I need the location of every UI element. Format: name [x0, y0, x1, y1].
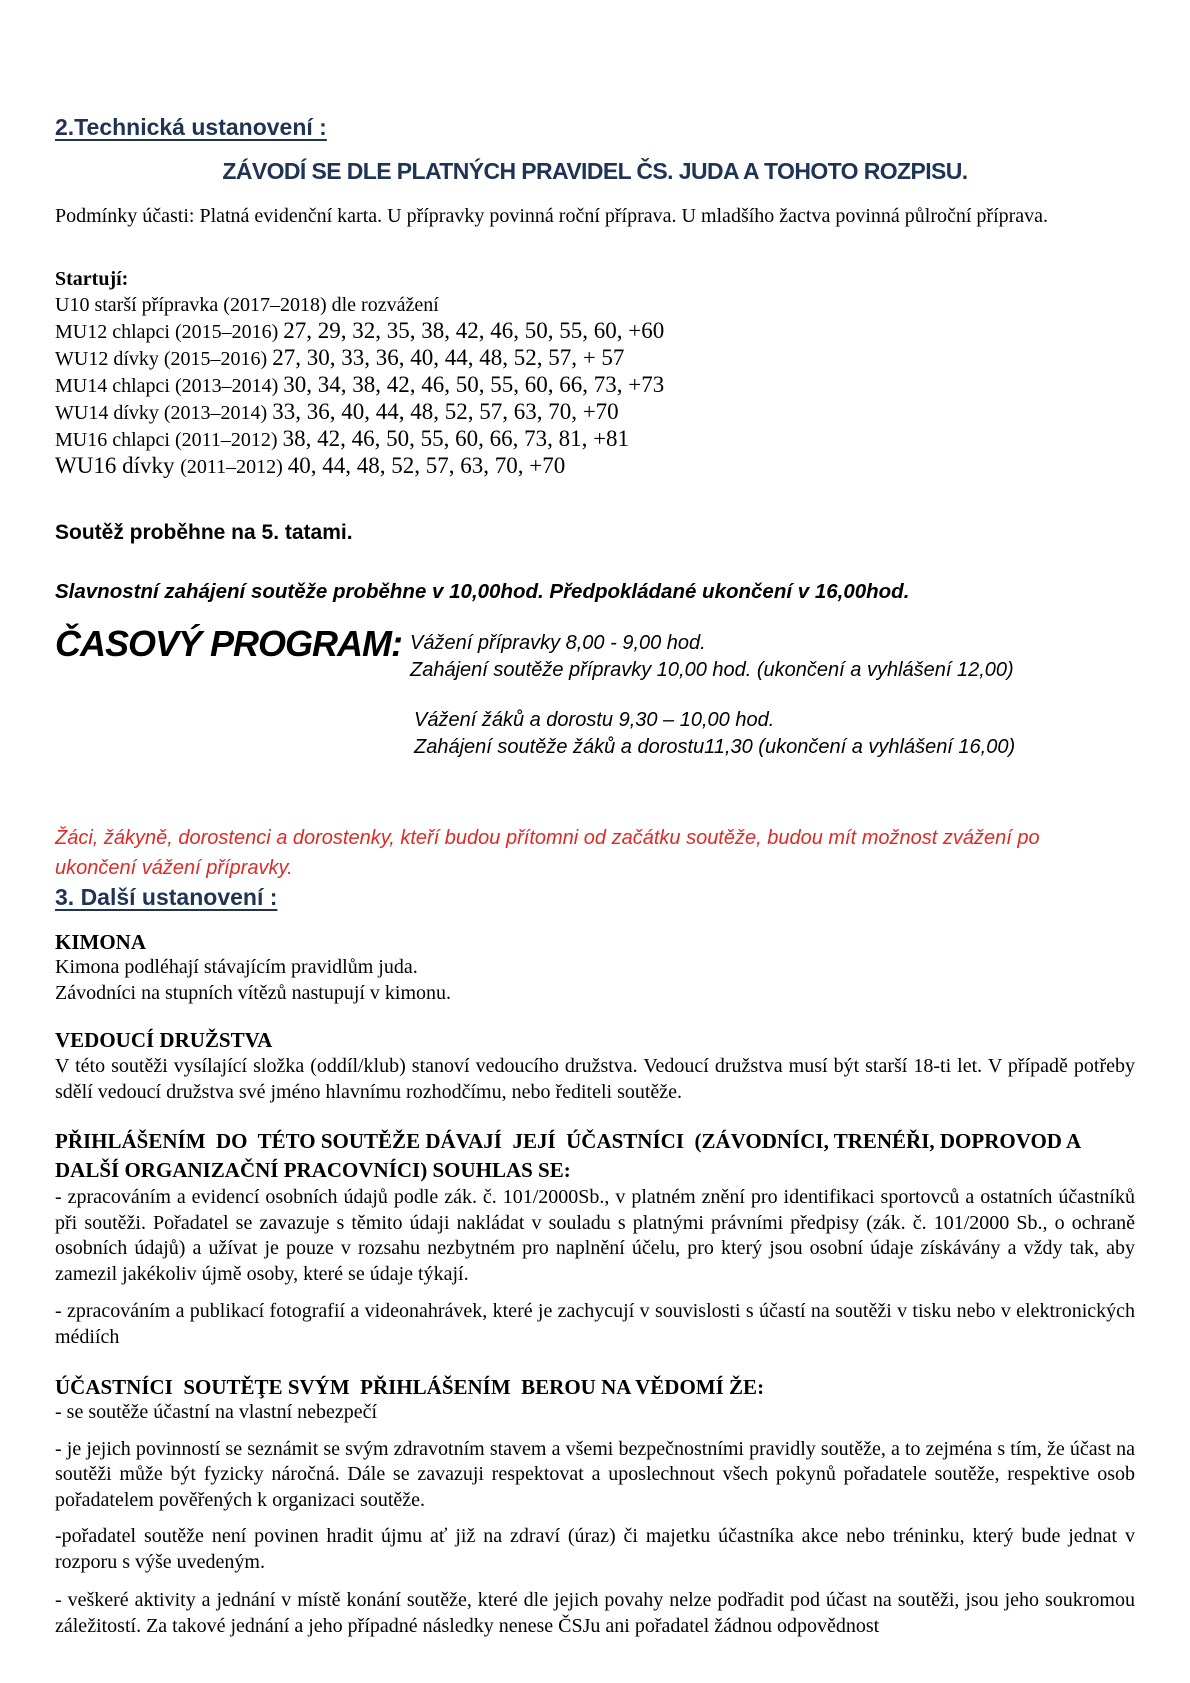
schedule-line: Vážení žáků a dorostu 9,30 – 10,00 hod. — [414, 709, 775, 731]
starter-row-part: WU14 dívky (2013–2014) — [55, 402, 273, 424]
consent-items — [55, 1185, 1135, 1350]
acknowledgement-items — [55, 1400, 1135, 1639]
tatami-note: Soutěž proběhne na 5. tatami. — [55, 521, 353, 544]
schedule-column — [410, 624, 1015, 761]
kimona-lines — [55, 955, 1135, 1006]
schedule-line: Zahájení soutěže žáků a dorostu11,30 (ukončení a vyhlášení 16,00) — [414, 736, 1016, 758]
schedule-line: Zahájení soutěže přípravky 10,00 hod. (ukončení a vyhlášení 12,00) — [410, 659, 1014, 681]
starter-row-part: (2011–2012) — [180, 456, 288, 478]
consent-item: - zpracováním a evidencí osobních údajů podle zák. č. 101/2000Sb., v platném znění pro identifikaci sportovců a ostatních účastníků při soutěži. Pořadatel se zavazuje s těmito údaji nakládat v souladu s platnými právními předpisy (zák. č. 101/2000 Sb., o ochraně osobních údajů) a užívat je pouze v rozsahu nezbytném pro naplnění účelu, pro který jsou osobní údaje získávány a vždy tak, aby zamezil jakékoliv újmě osoby, které se údaje týkají. — [55, 1186, 1135, 1285]
starter-row — [55, 399, 1135, 426]
starter-row-part: MU14 chlapci (2013–2014) — [55, 375, 284, 397]
starter-row-part: WU12 dívky (2015–2016) — [55, 348, 273, 370]
schedule-group-1 — [410, 630, 1015, 684]
kimona-title: KIMONA — [55, 930, 146, 954]
acknowledgement-item: - veškeré aktivity a jednání v místě konání soutěže, které dle jejich povahy nelze podřadit pod účast na soutěži, jsou jeho soukromou záležitostí. Za takové jednání a jeho případné následky nenese ČSJu ani pořadatel žádnou odpovědnost — [55, 1589, 1135, 1637]
section-3-title: 3. Další ustanovení : — [55, 884, 278, 910]
weighin-note: Žáci, žákyně, dorostenci a dorostenky, kteří budou přítomni od začátku soutěže, budou mít možnost zvážení po ukončení vážení přípravky. — [55, 827, 1040, 879]
starter-row-part: WU16 dívky — [55, 453, 181, 478]
acknowledgement-item: - se soutěže účastní na vlastní nebezpečí — [55, 1401, 378, 1423]
starter-row-part: 30, 34, 38, 42, 46, 50, 55, 60, 66, 73, +73 — [283, 372, 665, 397]
starter-row-part: MU16 chlapci (2011–2012) — [55, 429, 283, 451]
starter-row — [55, 453, 1135, 480]
starters-title: Startují: — [55, 268, 129, 290]
schedule-line: Vážení přípravky 8,00 - 9,00 hod. — [410, 632, 706, 654]
starter-row — [55, 426, 1135, 453]
starter-row-part: 33, 36, 40, 44, 48, 52, 57, 63, 70, +70 — [272, 399, 619, 424]
starter-row — [55, 372, 1135, 399]
participation-conditions: Podmínky účasti: Platná evidenční karta. U přípravky povinná roční příprava. U mladšího žactva povinná půlroční příprava. — [55, 205, 1049, 227]
acknowledgement-heading: ÚČASTNÍCI SOUTĚŢE SVÝM PŘIHLÁŠENÍM BEROU NA VĚDOMÍ ŽE: — [55, 1375, 765, 1399]
team-leader-text: V této soutěži vysílající složka (oddíl/klub) stanoví vedoucího družstva. Vedoucí družstva musí být starší 18-ti let. V případě potřeby sdělí vedoucí družstva své jméno hlavnímu rozhodčímu, nebo řediteli soutěže. — [55, 1055, 1135, 1103]
kimona-line: Závodníci na stupních vítězů nastupují v kimonu. — [55, 981, 452, 1004]
starters-section — [55, 266, 1135, 480]
schedule-section — [55, 624, 1135, 761]
team-leader-title: VEDOUCÍ DRUŽSTVA — [55, 1028, 273, 1052]
schedule-group-2 — [410, 707, 1015, 761]
acknowledgement-item: -pořadatel soutěže není povinen hradit újmu ať již na zdraví (úraz) či majetku účastníka akce nebo tréninku, který bude jednat v rozporu s výše uvedeným. — [55, 1525, 1135, 1573]
starter-row-part: 40, 44, 48, 52, 57, 63, 70, +70 — [287, 453, 566, 478]
starter-row — [55, 345, 1135, 372]
competition-rule-banner: ZÁVODÍ SE DLE PLATNÝCH PRAVIDEL ČS. JUDA A TOHOTO ROZPISU. — [222, 158, 968, 184]
schedule-title: ČASOVÝ PROGRAM: — [55, 623, 403, 664]
consent-item: - zpracováním a publikací fotografií a videonahrávek, které je zachycují v souvislosti s účastí na soutěži v tisku nebo v elektronických médiích — [55, 1300, 1135, 1348]
opening-note: Slavnostní zahájení soutěže proběhne v 10,00hod. Předpokládané ukončení v 16,00hod. — [55, 580, 910, 603]
starter-row-part: 27, 29, 32, 35, 38, 42, 46, 50, 55, 60, +60 — [283, 318, 665, 343]
starter-row-part: 38, 42, 46, 50, 55, 60, 66, 73, 81, +81 — [282, 426, 630, 451]
starters-list — [55, 292, 1135, 480]
section-2-title: 2.Technická ustanovení : — [55, 114, 327, 140]
consent-heading: PŘIHLÁŠENÍM DO TÉTO SOUTĚŽE DÁVAJÍ JEJÍ ÚČASTNÍCI (ZÁVODNÍCI, TRENÉŘI, DOPROVOD A DALŠÍ ORGANIZAČNÍ PRACOVNÍCI) SOUHLAS SE: — [55, 1129, 1086, 1182]
starter-row — [55, 292, 1135, 318]
starter-row-part: U10 starší přípravka (2017–2018) dle rozvážení — [55, 294, 439, 316]
starter-row — [55, 318, 1135, 345]
acknowledgement-item: - je jejich povinností se seznámit se svým zdravotním stavem a všemi bezpečnostními pravidly soutěže, a to zejména s tím, že účast na soutěži může být fyzicky náročná. Dále se zavazuji respektovat a uposlechnout všech pokynů pořadatele soutěže, respektive osob pořadatelem pověřených k organizaci soutěže. — [55, 1437, 1135, 1511]
kimona-line: Kimona podléhají stávajícím pravidlům juda. — [55, 956, 418, 978]
starter-row-part: MU12 chlapci (2015–2016) — [55, 321, 284, 343]
starter-row-part: 27, 30, 33, 36, 40, 44, 48, 52, 57, + 57 — [272, 345, 625, 370]
